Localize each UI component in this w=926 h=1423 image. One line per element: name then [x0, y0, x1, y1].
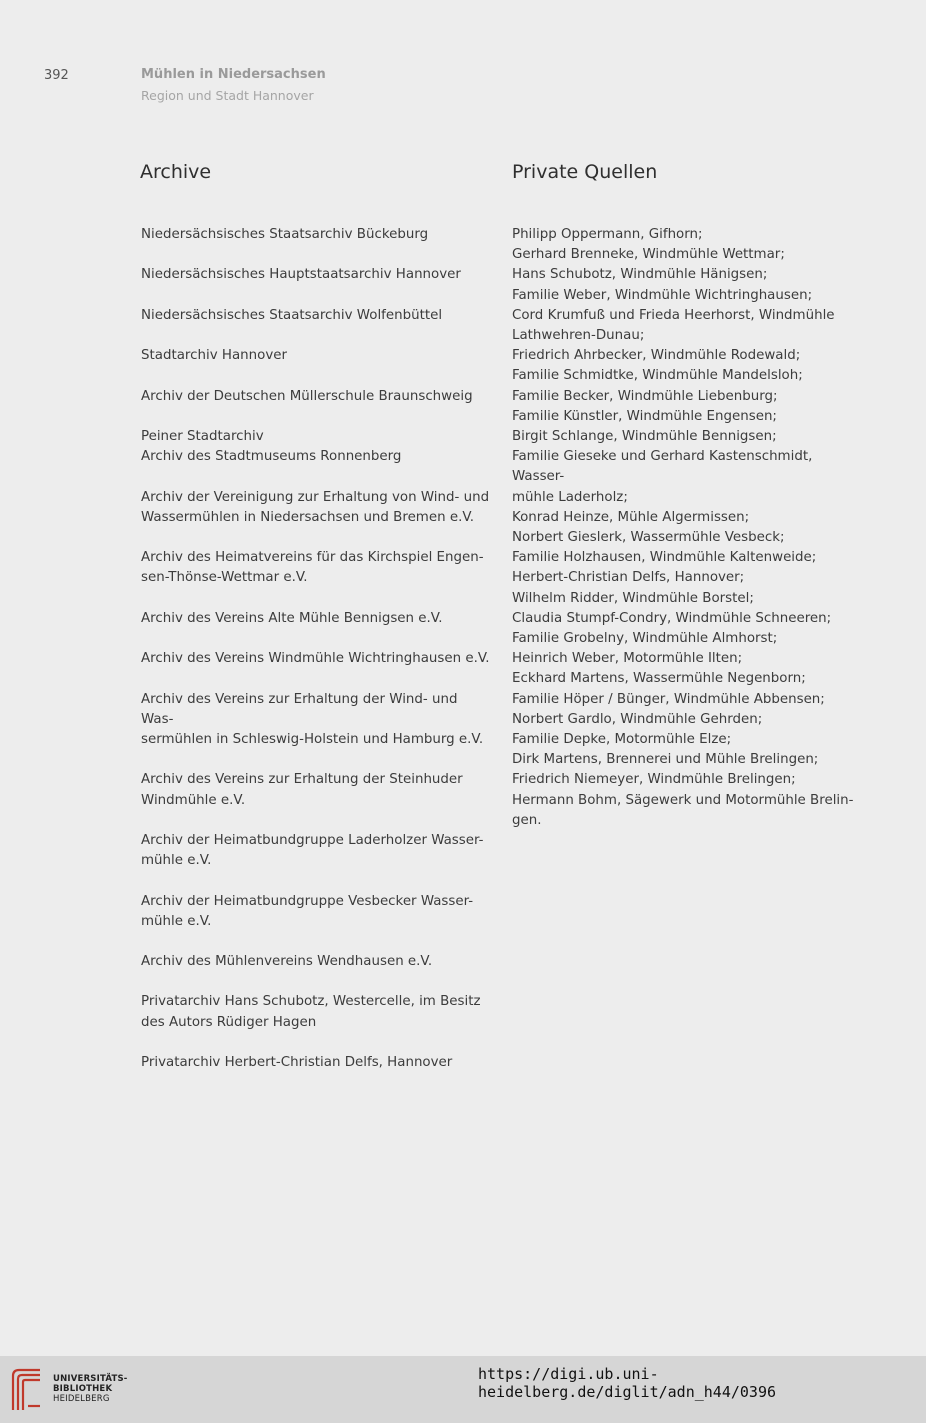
archive-entry-line: Archiv der Vereinigung zur Erhaltung von Wind- und	[141, 489, 490, 505]
private-source-entry-line: Familie Schmidtke, Windmühle Mandelsloh;	[512, 368, 803, 384]
private-source-entry	[512, 649, 862, 669]
private-source-entry	[512, 609, 862, 629]
private-source-entry-line: gen.	[512, 812, 542, 828]
page-number: 392	[44, 68, 69, 83]
archive-entry-line: Stadtarchiv Hannover	[141, 348, 287, 364]
archive-entry-line: Wassermühlen in Niedersachsen und Bremen e.V.	[141, 509, 475, 525]
archive-heading: Archive	[140, 161, 212, 183]
private-source-entry-line: Friedrich Niemeyer, Windmühle Brelingen;	[512, 772, 796, 788]
private-source-entry-line: Familie Depke, Motormühle Elze;	[512, 732, 732, 748]
archive-entry-line: Archiv des Vereins zur Erhaltung der Steinhuder	[141, 772, 463, 788]
private-source-entry	[512, 427, 862, 447]
private-sources-list	[512, 225, 862, 831]
archive-entry	[141, 992, 491, 1032]
running-title: Mühlen in Niedersachsen	[141, 67, 326, 82]
archive-entry-line: Archiv der Deutschen Müllerschule Braunschweig	[141, 388, 473, 404]
private-source-entry-line: Familie Weber, Windmühle Wichtringhausen;	[512, 287, 813, 303]
archive-entry-line: Archiv des Heimatvereins für das Kirchspiel Engen-	[141, 550, 484, 566]
archive-entry-line: Niedersächsisches Staatsarchiv Bückeburg	[141, 227, 429, 242]
archive-entry-line: mühle e.V.	[141, 853, 212, 869]
archive-entry-line: Peiner Stadtarchiv	[141, 428, 264, 444]
private-source-entry-line: Herbert-Christian Delfs, Hannover;	[512, 570, 745, 586]
archive-entry	[141, 831, 491, 871]
private-source-entry-line: Familie Höper / Bünger, Windmühle Abbensen;	[512, 691, 825, 707]
archive-entry-line: Privatarchiv Herbert-Christian Delfs, Hannover	[141, 1055, 453, 1071]
archive-entry	[141, 387, 491, 407]
private-source-entry	[512, 245, 862, 265]
archive-entry-line: Archiv der Heimatbundgruppe Laderholzer Wasser-	[141, 832, 484, 848]
archive-entry	[141, 427, 491, 467]
running-subtitle: Region und Stadt Hannover	[141, 88, 314, 103]
archive-entry-line: sermühlen in Schleswig-Holstein und Hamburg e.V.	[141, 731, 484, 747]
archive-entry-line: Archiv des Vereins Alte Mühle Bennigsen e.V.	[141, 610, 443, 626]
private-source-entry	[512, 508, 862, 528]
library-name-line2: BIBLIOTHEK	[53, 1384, 113, 1394]
private-source-entry	[512, 265, 862, 285]
private-source-entry	[512, 791, 862, 831]
private-source-entry	[512, 366, 862, 386]
private-source-entry-line: Norbert Gieslerk, Wassermühle Vesbeck;	[512, 530, 785, 546]
private-source-entry-line: Hermann Bohm, Sägewerk und Motormühle Brelin-	[512, 792, 854, 808]
library-name	[53, 1374, 128, 1404]
private-source-entry-line: Heinrich Weber, Motormühle Ilten;	[512, 651, 743, 667]
archive-entry	[141, 548, 491, 588]
private-source-entry	[512, 306, 862, 346]
private-source-entry	[512, 447, 862, 508]
private-source-entry-line: Familie Becker, Windmühle Liebenburg;	[512, 388, 778, 404]
private-source-entry	[512, 387, 862, 407]
private-source-entry-line: Lathwehren-Dunau;	[512, 328, 645, 344]
archive-entry-line: Archiv des Vereins zur Erhaltung der Wind- und Was-	[141, 691, 458, 727]
archive-entry	[141, 690, 491, 751]
private-source-entry	[512, 589, 862, 609]
private-source-entry	[512, 750, 862, 770]
archive-entry-line: Niedersächsisches Hauptstaatsarchiv Hannover	[141, 267, 461, 283]
archive-entry	[141, 892, 491, 932]
private-sources-heading: Private Quellen	[512, 161, 658, 183]
archive-entry-line: Niedersächsisches Staatsarchiv Wolfenbüttel	[141, 307, 443, 323]
private-source-entry	[512, 225, 862, 245]
private-source-entry-line: Hans Schubotz, Windmühle Hänigsen;	[512, 267, 768, 283]
private-source-entry-line: Friedrich Ahrbecker, Windmühle Rodewald;	[512, 348, 801, 364]
private-source-entry	[512, 528, 862, 548]
private-source-entry	[512, 669, 862, 689]
university-library-logo	[10, 1366, 46, 1412]
archive-entry	[141, 306, 491, 326]
private-source-entry-line: Wilhelm Ridder, Windmühle Borstel;	[512, 590, 754, 606]
private-source-entry	[512, 730, 862, 750]
private-source-entry	[512, 346, 862, 366]
archive-entry-line: Privatarchiv Hans Schubotz, Westercelle, im Besitz	[141, 994, 481, 1010]
private-source-entry-line: Familie Grobelny, Windmühle Almhorst;	[512, 631, 778, 647]
private-source-entry-line: Konrad Heinze, Mühle Algermissen;	[512, 509, 750, 525]
private-source-entry-line: Cord Krumfuß und Frieda Heerhorst, Windmühle	[512, 307, 835, 323]
private-source-entry	[512, 568, 862, 588]
archive-entry-line: Archiv des Vereins Windmühle Wichtringhausen e.V.	[141, 651, 490, 667]
private-source-entry	[512, 629, 862, 649]
archive-entry-line: sen-Thönse-Wettmar e.V.	[141, 570, 308, 586]
private-source-entry-line: mühle Laderholz;	[512, 489, 628, 505]
archive-entry	[141, 346, 491, 366]
archive-entry	[141, 770, 491, 810]
private-source-entry-line: Familie Künstler, Windmühle Engensen;	[512, 408, 777, 424]
private-source-entry	[512, 690, 862, 710]
archive-entry	[141, 265, 491, 285]
archive-entry	[141, 649, 491, 669]
library-name-line3: HEIDELBERG	[53, 1394, 110, 1404]
archive-entry-line: Windmühle e.V.	[141, 792, 246, 808]
private-source-entry-line: Philipp Oppermann, Gifhorn;	[512, 227, 703, 242]
archive-entry	[141, 952, 491, 972]
private-source-entry	[512, 548, 862, 568]
source-url-link[interactable]: https://digi.ub.uni-heidelberg.de/diglit/adn_h44/0396	[478, 1365, 777, 1401]
private-source-entry-line: Gerhard Brenneke, Windmühle Wettmar;	[512, 247, 785, 263]
private-source-entry	[512, 286, 862, 306]
archive-entry-line: des Autors Rüdiger Hagen	[141, 1014, 317, 1030]
archive-entry	[141, 1053, 491, 1073]
private-source-entry-line: Dirk Martens, Brennerei und Mühle Brelingen;	[512, 752, 819, 768]
archive-entry	[141, 488, 491, 528]
archive-list	[141, 225, 491, 1093]
archive-entry-line: Archiv des Mühlenvereins Wendhausen e.V.	[141, 954, 433, 970]
private-source-entry	[512, 407, 862, 427]
private-source-entry-line: Eckhard Martens, Wassermühle Negenborn;	[512, 671, 806, 687]
archive-entry	[141, 609, 491, 629]
private-source-entry-line: Claudia Stumpf-Condry, Windmühle Schneeren;	[512, 610, 832, 626]
private-source-entry-line: Familie Holzhausen, Windmühle Kaltenweide;	[512, 550, 817, 566]
private-source-entry	[512, 770, 862, 790]
archive-entry-line: Archiv der Heimatbundgruppe Vesbecker Wasser-	[141, 893, 474, 909]
archive-entry	[141, 225, 491, 245]
private-source-entry-line: Birgit Schlange, Windmühle Bennigsen;	[512, 429, 777, 445]
archive-entry-line: Archiv des Stadtmuseums Ronnenberg	[141, 449, 402, 465]
private-source-entry	[512, 710, 862, 730]
private-source-entry-line: Norbert Gardlo, Windmühle Gehrden;	[512, 711, 763, 727]
footer-bar	[0, 1356, 926, 1423]
library-name-line1: UNIVERSITÄTS-	[53, 1374, 128, 1384]
private-source-entry-line: Familie Gieseke und Gerhard Kastenschmidt, Wasser-	[512, 449, 813, 485]
archive-entry-line: mühle e.V.	[141, 913, 212, 929]
